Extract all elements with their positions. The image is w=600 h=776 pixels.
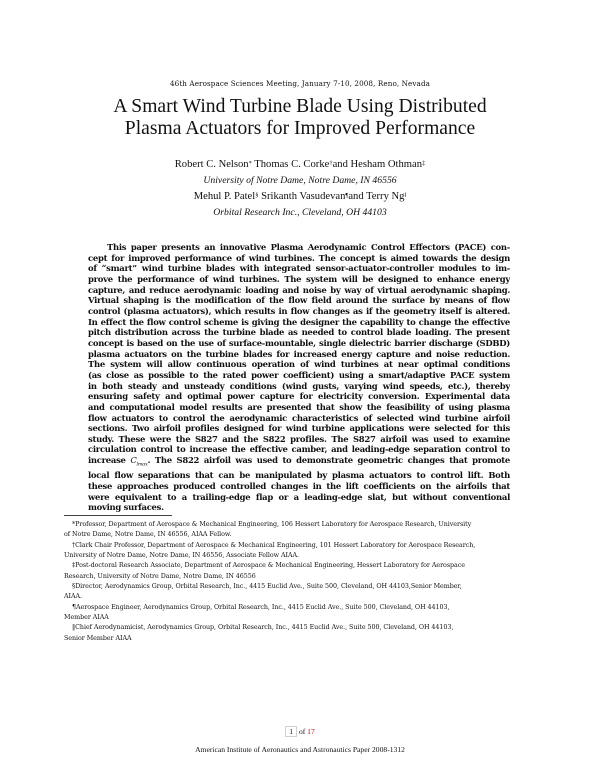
abstract: [88, 242, 510, 513]
author-block: [40, 157, 560, 221]
footnote: [64, 603, 536, 624]
author-name: Thomas C. Corke: [251, 159, 330, 170]
abstract-line: moving surfaces.: [88, 502, 164, 513]
author-name: Mehul P. Patel: [193, 191, 256, 202]
abstract-line: prove the performance of wind turbines. The system will be designed to enhance energy: [88, 273, 510, 284]
footnote-mark: *: [248, 160, 252, 167]
title-line-1: A Smart Wind Turbine Blade Using Distributed: [113, 96, 487, 117]
abstract-line: (as close as possible to the rated power coefficient) using a smart/adaptive PACE system: [88, 369, 510, 380]
abstract-line: plasma actuators on the turbine blades for increased energy capture and noise reduction.: [88, 348, 510, 359]
footnote-line: Member AIAA: [64, 614, 109, 622]
abstract-line: control (plasma actuators), which results in flow changes as if the geometry itself is altered.: [88, 305, 510, 316]
title-line-2: Plasma Actuators for Improved Performance: [124, 118, 476, 139]
footnote: [64, 561, 536, 582]
abstract-line: The system will allow continuous operation of wind turbines at near optimal conditions: [88, 359, 510, 370]
abstract-line: In effect the flow control scheme is giving the designer the capability to change the effective: [88, 316, 510, 327]
abstract-line: Virtual shaping is the modification of the flow field around the surface by means of flow: [88, 295, 510, 306]
abstract-line: study. These were the S827 and the S822 profiles. The S827 airfoil was used to examine: [88, 433, 510, 444]
footnote-line: Research, University of Notre Dame, Notre Dame, IN 46556: [64, 572, 256, 580]
abstract-line-cmax: [88, 455, 510, 470]
footnote-line: University of Notre Dame, Notre Dame, IN 46556, Associate Fellow AIAA.: [64, 552, 300, 560]
footnote: [64, 520, 536, 541]
footnote-line: §Director, Aerodynamics Group, Orbital Research, Inc., 4415 Euclid Ave., Suite 500, Cleveland, OH 44103,Senior Member,: [72, 583, 462, 591]
abstract-line: and computational model results are presented that show the feasibility of using plasma: [88, 401, 510, 412]
cmax-letter: C: [130, 455, 137, 466]
cmax-subscript: lmax: [136, 461, 148, 468]
author-line-2: [40, 189, 560, 205]
footnote: [64, 541, 536, 562]
abstract-line: cept for improved performance of wind turbines. The concept is aimed towards the design: [88, 252, 510, 263]
author-name: Robert C. Nelson: [174, 159, 249, 170]
footnote-line: ‡Post-doctoral Research Associate, Department of Aerospace & Mechanical Engineering, Hessert Laboratory for Aerospace: [72, 562, 465, 570]
paper-title: [40, 96, 560, 140]
page-indicator: [0, 727, 600, 736]
author-name: and Hesham Othman: [332, 159, 423, 170]
abstract-line: This paper presents an innovative Plasma Aerodynamic Control Effectors (PACE) con-: [107, 242, 510, 252]
abstract-line: in both steady and unsteady conditions (wind gusts, varying wind speeds, etc.), thereby: [88, 380, 510, 391]
conference-header: 46th Aerospace Sciences Meeting, January 7-10, 2008, Reno, Nevada: [169, 79, 431, 88]
abstract-line: flow actuators to control the aerodynamic characteristics of selected wind turbine airfoil: [88, 412, 510, 423]
page-footer: American Institute of Aeronautics and Astronautics Paper 2008-1312: [195, 745, 405, 754]
footnote-line: †Clark Chair Professor, Department of Aerospace & Mechanical Engineering, 101 Hessert Laboratory for Aerospace Research,: [72, 541, 476, 549]
footnote: [64, 623, 536, 644]
abstract-line: local flow separations that can be manipulated by plasma actuators to control lift. Both: [88, 470, 510, 481]
of-label: of: [298, 727, 306, 736]
footnote: [64, 582, 536, 603]
footnote-mark: ‡: [422, 160, 426, 167]
abstract-line: pitch distribution across the turbine blade as needed to control blade loading. The present: [88, 327, 510, 338]
footnote-mark: ¶: [345, 192, 349, 199]
footnote-mark: †: [329, 160, 333, 167]
abstract-line: circulation control to increase the effective camber, and leading-edge separation control to: [88, 444, 510, 455]
footnote-mark: §: [255, 192, 259, 199]
abstract-line: these approaches produced controlled changes in the lift coefficients on the airfoils that: [88, 481, 510, 492]
footnote-line: Senior Member AIAA: [64, 634, 132, 642]
affiliation-2: Orbital Research Inc., Cleveland, OH 44103: [213, 207, 387, 218]
footnote-line: *Professor, Department of Aerospace & Mechanical Engineering, 106 Hessert Laboratory for Aerospace Research, University: [72, 521, 472, 528]
footnote-line: ¶Aerospace Engineer, Aerodynamics Group, Orbital Research, Inc., 4415 Euclid Ave., Suite 500, Cleveland, OH 44103,: [72, 603, 450, 611]
abstract-line: ensuring safety and optimal power capture for electricity conversion. Experimental data: [88, 391, 510, 402]
author-name: Srikanth Vasudevan: [258, 191, 346, 202]
total-pages-link[interactable]: 17: [307, 727, 315, 736]
abstract-line: capture, and reduce aerodynamic loading and noise by way of virtual aerodynamic shaping.: [88, 284, 510, 295]
footnote-mark: ‖: [404, 192, 407, 199]
footnote-rule: [64, 515, 172, 516]
cmax-symbol: [130, 455, 148, 468]
abstract-line: concept is based on the use of surface-mountable, single dielectric barrier discharge (SDBD): [88, 337, 510, 348]
footnote-line: ‖Chief Aerodynamicist, Aerodynamics Group, Orbital Research, Inc., 4415 Euclid Ave., Suite 500, Cleveland, OH 44103,: [72, 624, 454, 632]
abstract-line: of “smart” wind turbine blades with integrated sensor-actuator-controller modules to im-: [88, 263, 510, 274]
affiliation-1: University of Notre Dame, Notre Dame, IN 46556: [203, 175, 397, 186]
abstract-line: were equivalent to a trailing-edge flap or a leading-edge slat, but without conventional: [88, 491, 510, 502]
cmax-suffix: . The S822 airfoil was used to demonstrate geometric changes that promote: [147, 455, 510, 466]
footnote-line: AIAA.: [64, 593, 83, 601]
abstract-line: sections. Two airfoil profiles designed for wind turbine applications were selected for this: [88, 423, 510, 434]
author-name: and Terry Ng: [348, 191, 405, 202]
footnotes: [64, 520, 536, 644]
current-page: 1: [285, 726, 297, 737]
author-line-1: [40, 157, 560, 173]
cmax-prefix: increase: [88, 455, 131, 466]
footnote-line: of Notre Dame, Notre Dame, IN 46556, AIAA Fellow.: [64, 531, 232, 539]
